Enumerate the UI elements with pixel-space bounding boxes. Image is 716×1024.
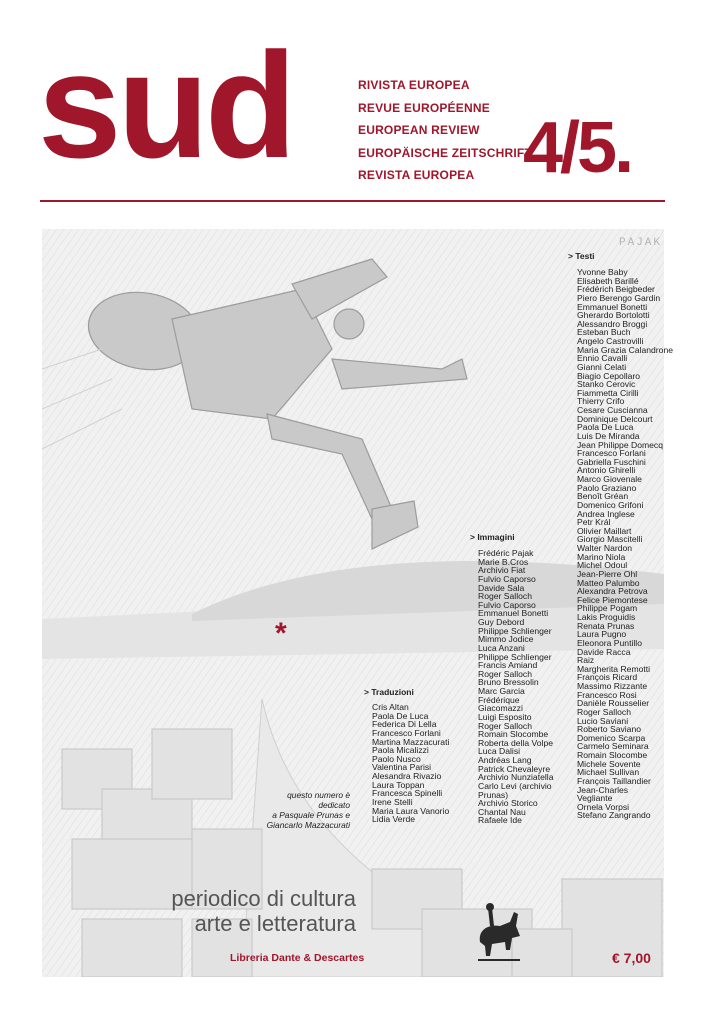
immagini-name: Romain Slocombe <box>478 729 549 740</box>
testi-name: Roger Salloch <box>577 706 631 717</box>
testi-name: Stefano Zangrando <box>577 810 651 821</box>
testi-name: Laura Pugno <box>577 629 627 640</box>
testi-name: Matteo Palumbo <box>577 577 640 588</box>
traduzioni-name: Alesandra Rivazio <box>372 771 442 781</box>
publisher-name: Libreria Dante & Descartes <box>230 952 365 964</box>
immagini-list <box>478 549 553 825</box>
immagini-name: Giacomazzi <box>478 703 523 714</box>
testi-name: Ornela Vorpsi <box>577 801 630 812</box>
subtitle-french: REVUE EUROPÉENNE <box>358 100 490 115</box>
testi-name: Jean Philippe Domecq <box>577 439 663 450</box>
testi-name: Eleonora Puntillo <box>577 637 642 648</box>
tagline-line-2: arte e letteratura <box>194 911 356 936</box>
traduzioni-name: Francesca Spinelli <box>372 788 443 799</box>
traduzioni-name: Paola De Luca <box>372 710 429 721</box>
testi-name: Davide Racca <box>577 646 631 657</box>
traduzioni-heading: > Traduzioni <box>364 687 414 697</box>
traduzioni-name: Martina Mazzacurati <box>372 736 450 747</box>
traduzioni-name: Paola Micalizzi <box>372 745 429 756</box>
testi-name: Frédérich Beigbeder <box>577 284 655 295</box>
dedication-line: dedicato <box>318 800 350 810</box>
immagini-heading: > Immagini <box>470 532 515 542</box>
immagini-name: Roger Salloch <box>478 591 532 602</box>
testi-name: Biagio Cepollaro <box>577 370 641 381</box>
testi-name: Elisabeth Barillé <box>577 275 639 286</box>
testi-name: Roberto Saviano <box>577 724 642 735</box>
traduzioni-name: Lidia Verde <box>372 814 416 825</box>
testi-name: Philippe Pogam <box>577 603 638 614</box>
immagini-name: Rafaele Ide <box>478 815 522 826</box>
testi-name: Renata Prunas <box>577 620 635 631</box>
testi-name: François Taillandier <box>577 775 651 786</box>
testi-name: Jean-Pierre Ohl <box>577 568 638 579</box>
testi-name: Maria Grazia Calandrone <box>577 344 674 355</box>
traduzioni-name: Francesco Forlani <box>372 727 441 738</box>
testi-name: Carmelo Seminara <box>577 741 649 752</box>
immagini-name: Roger Salloch <box>478 668 532 679</box>
testi-name: Alexandra Petrova <box>577 586 648 597</box>
immagini-name: Archivio Fiat <box>478 565 526 576</box>
immagini-name: Roger Salloch <box>478 720 532 731</box>
dedication-line: a Pasquale Prunas e <box>272 810 350 820</box>
testi-name: Gianni Celati <box>577 361 627 372</box>
testi-name: Walter Nardon <box>577 543 633 553</box>
testi-name: Luis De Miranda <box>577 430 640 441</box>
testi-name: Yvonne Baby <box>577 267 628 277</box>
testi-heading: > Testi <box>568 251 595 261</box>
cover-price: € 7,00 <box>612 950 651 966</box>
testi-name: Danièle Rousselier <box>577 698 650 709</box>
testi-name: Thierry Crifo <box>577 396 625 407</box>
testi-name: Piero Berengo Gardin <box>577 292 661 303</box>
testi-name: Emmanuel Bonetti <box>577 301 648 312</box>
testi-name: Antonio Ghirelli <box>577 465 636 476</box>
traduzioni-name: Irene Stelli <box>372 796 413 807</box>
testi-name: Lakis Proguidis <box>577 612 636 622</box>
traduzioni-name: Paolo Nusco <box>372 753 421 764</box>
testi-name: François Ricard <box>577 672 638 683</box>
traduzioni-name: Federica Di Lella <box>372 719 437 730</box>
testi-name: Paolo Graziano <box>577 482 637 493</box>
traduzioni-name: Laura Toppan <box>372 779 425 790</box>
dedication-line: questo numero è <box>287 790 350 800</box>
masthead-subtitles <box>358 74 532 187</box>
testi-name: Giorgio Mascitelli <box>577 534 643 545</box>
immagini-name: Archivio Storico <box>478 798 538 809</box>
immagini-name: Luca Anzani <box>478 642 525 653</box>
donkey-emblem-icon <box>470 902 526 964</box>
cover-illustration <box>42 229 664 977</box>
immagini-name: Andréas Lang <box>478 755 532 765</box>
testi-name: Michel Odoul <box>577 560 628 571</box>
testi-name: Alessandro Broggi <box>577 318 648 329</box>
immagini-name: Fulvio Caporso <box>478 599 536 610</box>
immagini-name: Archivio Nunziatella <box>478 772 554 783</box>
testi-name: Lucio Saviani <box>577 715 629 726</box>
immagini-name: Carlo Levi (archivio <box>478 780 552 791</box>
subtitle-english: EUROPEAN REVIEW <box>358 123 480 137</box>
testi-name: Andrea Inglese <box>577 508 635 519</box>
illustration-drawing <box>42 229 664 977</box>
immagini-name: Marc Garcia <box>478 686 525 696</box>
immagini-name: Chantal Nau <box>478 806 526 817</box>
testi-name: Petr Král <box>577 517 611 528</box>
testi-name: Stanko Cerovic <box>577 379 636 390</box>
testi-name: Francesco Forlani <box>577 448 646 459</box>
immagini-name: Frédéric Pajak <box>478 548 534 558</box>
immagini-name: Luca Dalisi <box>478 746 521 757</box>
immagini-name: Bruno Bressolin <box>478 677 539 688</box>
immagini-name: Marie B.Cros <box>478 556 529 567</box>
testi-name: Margherita Remotti <box>577 663 651 674</box>
immagini-name: Mimmo Jodice <box>478 634 534 645</box>
issue-number: 4/5. <box>523 108 632 188</box>
testi-name: Felice Piemontese <box>577 594 648 605</box>
immagini-name: Fulvio Caporso <box>478 573 536 584</box>
tagline <box>120 886 356 936</box>
immagini-name: Francis Amiand <box>478 660 538 671</box>
testi-name: Vegliante <box>577 793 613 804</box>
testi-name: Michael Sullivan <box>577 767 640 778</box>
asterisk-mark: * <box>275 617 287 650</box>
testi-name: Michele Sovente <box>577 758 641 769</box>
testi-name: Domenico Scarpa <box>577 732 646 743</box>
testi-name: Esteban Buch <box>577 327 631 338</box>
dedication-line: Giancarlo Mazzacurati <box>266 820 350 830</box>
testi-name: Cesare Cuscianna <box>577 405 648 415</box>
testi-name: Paola De Luca <box>577 422 634 433</box>
immagini-name: Philippe Schlienger <box>478 651 552 662</box>
testi-name: Jean-Charles <box>577 784 629 795</box>
testi-name: Raiz <box>577 655 595 666</box>
artist-signature: PAJAK <box>619 237 663 249</box>
traduzioni-list <box>372 703 449 824</box>
immagini-name: Prunas) <box>478 789 509 800</box>
immagini-name: Frédérique <box>478 694 520 705</box>
magazine-logo: sud <box>38 21 293 189</box>
testi-name: Fiammetta Cirilli <box>577 387 639 398</box>
subtitle-spanish: REVISTA EUROPEA <box>358 168 475 182</box>
traduzioni-name: Cris Altan <box>372 702 409 712</box>
testi-name: Massimo Rizzante <box>577 681 648 691</box>
subtitle-italian: RIVISTA EUROPEA <box>358 78 470 92</box>
subtitle-german: EUROPÄISCHE ZEITSCHRIFT <box>358 145 532 160</box>
testi-name: Romain Slocombe <box>577 750 648 760</box>
immagini-name: Philippe Schlienger <box>478 625 552 636</box>
tagline-line-1: periodico di cultura <box>171 886 356 911</box>
dedication-note <box>240 790 350 830</box>
immagini-name: Roberta della Volpe <box>478 737 554 748</box>
testi-name: Dominique Delcourt <box>577 413 653 424</box>
testi-name: Benoît Gréan <box>577 491 629 502</box>
immagini-name: Guy Debord <box>478 617 525 627</box>
immagini-name: Patrick Chevaleyre <box>478 763 551 774</box>
testi-name: Domenico Grifoni <box>577 499 644 510</box>
testi-name: Marino Niola <box>577 551 626 562</box>
immagini-name: Luigi Esposito <box>478 711 532 722</box>
testi-list <box>577 268 673 820</box>
immagini-name: Davide Sala <box>478 582 525 593</box>
testi-name: Gherardo Bortolotti <box>577 310 650 321</box>
testi-name: Gabriella Fuschini <box>577 456 646 467</box>
testi-name: Angelo Castrovilli <box>577 336 644 346</box>
testi-name: Marco Giovenale <box>577 474 642 484</box>
immagini-name: Emmanuel Bonetti <box>478 608 549 619</box>
testi-name: Olivier Maillart <box>577 525 632 536</box>
testi-name: Ennio Cavalli <box>577 353 628 364</box>
masthead-divider <box>40 200 665 202</box>
traduzioni-name: Maria Laura Vanorio <box>372 805 450 816</box>
traduzioni-name: Valentina Parisi <box>372 762 432 773</box>
testi-name: Francesco Rosi <box>577 689 637 700</box>
